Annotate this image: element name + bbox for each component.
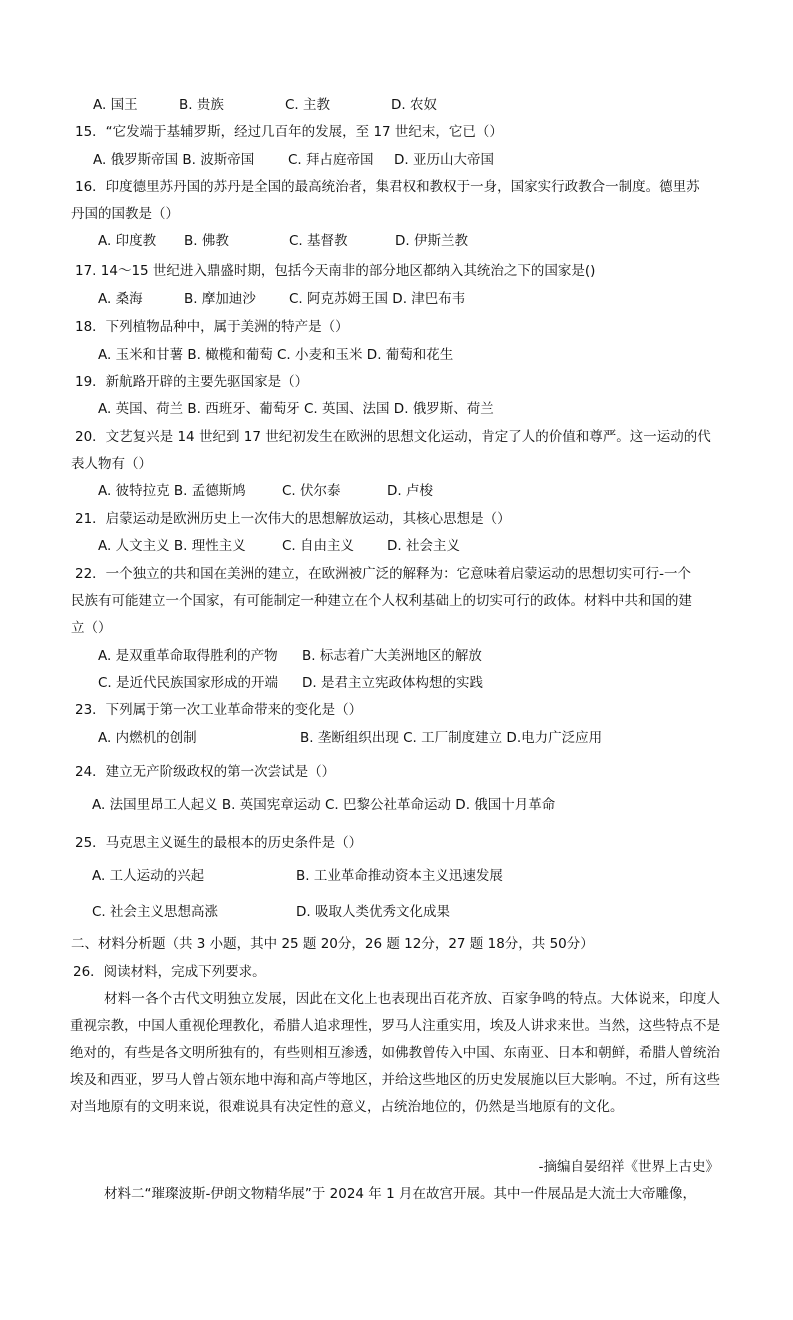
q19-stem: 19．新航路开辟的主要先驱国家是（） bbox=[75, 374, 309, 390]
q21-option-d[interactable]: D. 社会主义 bbox=[387, 538, 460, 554]
q21-stem: 21．启蒙运动是欧洲历史上一次伟大的思想解放运动，其核心思想是（） bbox=[75, 511, 511, 527]
q14-option-b[interactable]: B. 贵族 bbox=[179, 97, 224, 113]
q22-stem-line1: 22．一个独立的共和国在美洲的建立，在欧洲被广泛的解释为：它意味着启蒙运动的思想切实可行-一个 bbox=[75, 566, 692, 582]
q24-options[interactable]: A. 法国里昂工人起义 B. 英国宪章运动 C. 巴黎公社革命运动 D. 俄国十月革命 bbox=[92, 797, 556, 813]
q16-option-d[interactable]: D. 伊斯兰教 bbox=[395, 233, 468, 249]
q14-option-c[interactable]: C. 主教 bbox=[285, 97, 331, 113]
q19-options[interactable]: A. 英国、荷兰 B. 西班牙、葡萄牙 C. 英国、法国 D. 俄罗斯、荷兰 bbox=[98, 401, 494, 417]
q21-option-c[interactable]: C. 自由主义 bbox=[282, 538, 355, 554]
q26-material1: 材料一各个古代文明独立发展，因此在文化上也表现出百花齐放、百家争鸣的特点。大体说来，印度人重视宗教，中国人重视伦理教化，希腊人追求理性，罗马人注重实用，埃及人讲求来世。当然，这些特点不是绝对的，有些是各文明所独有的，有些则相互渗透，如佛教曾传入中国、东南亚、日本和朝鲜，希腊人曾统治埃及和西亚，罗马人曾占领东地中海和高卢等地区，并给这些地区的历史发展施以巨大影响。不过，所有这些对当地原有的文明来说，很难说具有决定性的意义，占统治地位的，仍然是当地原有的文化。 bbox=[70, 991, 720, 1115]
q25-option-d[interactable]: D. 吸取人类优秀文化成果 bbox=[296, 904, 450, 920]
q17-option-b[interactable]: B. 摩加迪沙 bbox=[184, 291, 256, 307]
q25-option-b[interactable]: B. 工业革命推动资本主义迅速发展 bbox=[296, 868, 503, 884]
q22-option-a[interactable]: A. 是双重革命取得胜利的产物 bbox=[98, 648, 278, 664]
q18-options[interactable]: A. 玉米和甘薯 B. 橄榄和葡萄 C. 小麦和玉米 D. 葡萄和花生 bbox=[98, 347, 454, 363]
q22-stem-line2: 民族有可能建立一个国家，有可能制定一种建立在个人权利基础上的切实可行的政体。材料中共和国的建 bbox=[71, 593, 692, 609]
q15-option-d[interactable]: D. 亚历山大帝国 bbox=[394, 152, 494, 168]
q25-option-c[interactable]: C. 社会主义思想高涨 bbox=[92, 904, 219, 920]
q22-option-b[interactable]: B. 标志着广大美洲地区的解放 bbox=[302, 648, 482, 664]
q22-option-c[interactable]: C. 是近代民族国家形成的开端 bbox=[98, 675, 279, 691]
q17-option-a[interactable]: A. 桑海 bbox=[98, 291, 143, 307]
q18-stem: 18．下列植物品种中，属于美洲的特产是（） bbox=[75, 319, 349, 335]
q20-option-ab[interactable]: A. 彼特拉克 B. 孟德斯鸠 bbox=[98, 483, 246, 499]
q20-stem-line1: 20．文艺复兴是 14 世纪到 17 世纪初发生在欧洲的思想文化运动，肯定了人的价值和尊严。这一运动的代 bbox=[75, 429, 711, 445]
q24-stem: 24．建立无产阶级政权的第一次尝试是（） bbox=[75, 764, 336, 780]
q16-option-c[interactable]: C. 基督教 bbox=[289, 233, 348, 249]
q17-option-cd[interactable]: C. 阿克苏姆王国 D. 津巴布韦 bbox=[289, 291, 466, 307]
q25-option-a[interactable]: A. 工人运动的兴起 bbox=[92, 868, 205, 884]
section2-heading: 二、材料分析题（共 3 小题，其中 25 题 20分，26 题 12分，27 题 18分，共 50分） bbox=[71, 936, 594, 952]
q23-option-a[interactable]: A. 内燃机的创制 bbox=[98, 730, 197, 746]
q22-stem-line3: 立（） bbox=[71, 620, 112, 636]
q17-stem: 17. 14～15 世纪进入鼎盛时期，包括今天南非的部分地区都纳入其统治之下的国家是() bbox=[75, 263, 596, 279]
q16-option-a[interactable]: A. 印度教 bbox=[98, 233, 157, 249]
q16-stem-line2: 丹国的国教是（） bbox=[71, 206, 179, 222]
q21-option-ab[interactable]: A. 人文主义 B. 理性主义 bbox=[98, 538, 246, 554]
q23-stem: 23．下列属于第一次工业革命带来的变化是（） bbox=[75, 702, 363, 718]
q15-option-ab[interactable]: A. 俄罗斯帝国 B. 波斯帝国 bbox=[93, 152, 255, 168]
q26-stem: 26．阅读材料，完成下列要求。 bbox=[73, 964, 266, 980]
q20-option-d[interactable]: D. 卢梭 bbox=[387, 483, 433, 499]
q26-material2: 材料二“璀璨波斯-伊朗文物精华展”于 2024 年 1 月在故宫开展。其中一件展品是大流士大帝雕像， bbox=[104, 1186, 696, 1202]
q26-material1-source: -摘编自晏绍祥《世界上古史》 bbox=[538, 1159, 719, 1175]
q14-option-d[interactable]: D. 农奴 bbox=[391, 97, 437, 113]
q23-option-bcd[interactable]: B. 垄断组织出现 C. 工厂制度建立 D.电力广泛应用 bbox=[300, 730, 603, 746]
q20-option-c[interactable]: C. 伏尔泰 bbox=[282, 483, 341, 499]
q16-stem-line1: 16．印度德里苏丹国的苏丹是全国的最高统治者，集君权和教权于一身，国家实行政教合一制度。德里苏 bbox=[75, 179, 700, 195]
q22-option-d[interactable]: D. 是君主立宪政体构想的实践 bbox=[302, 675, 483, 691]
q16-option-b[interactable]: B. 佛教 bbox=[184, 233, 229, 249]
q20-stem-line2: 表人物有（） bbox=[71, 456, 152, 472]
q14-option-a[interactable]: A. 国王 bbox=[93, 97, 138, 113]
q25-stem: 25．马克思主义诞生的最根本的历史条件是（） bbox=[75, 835, 363, 851]
q15-stem: 15．“它发端于基辅罗斯，经过几百年的发展，至 17 世纪末，它已（） bbox=[75, 124, 503, 140]
q15-option-c[interactable]: C. 拜占庭帝国 bbox=[288, 152, 374, 168]
